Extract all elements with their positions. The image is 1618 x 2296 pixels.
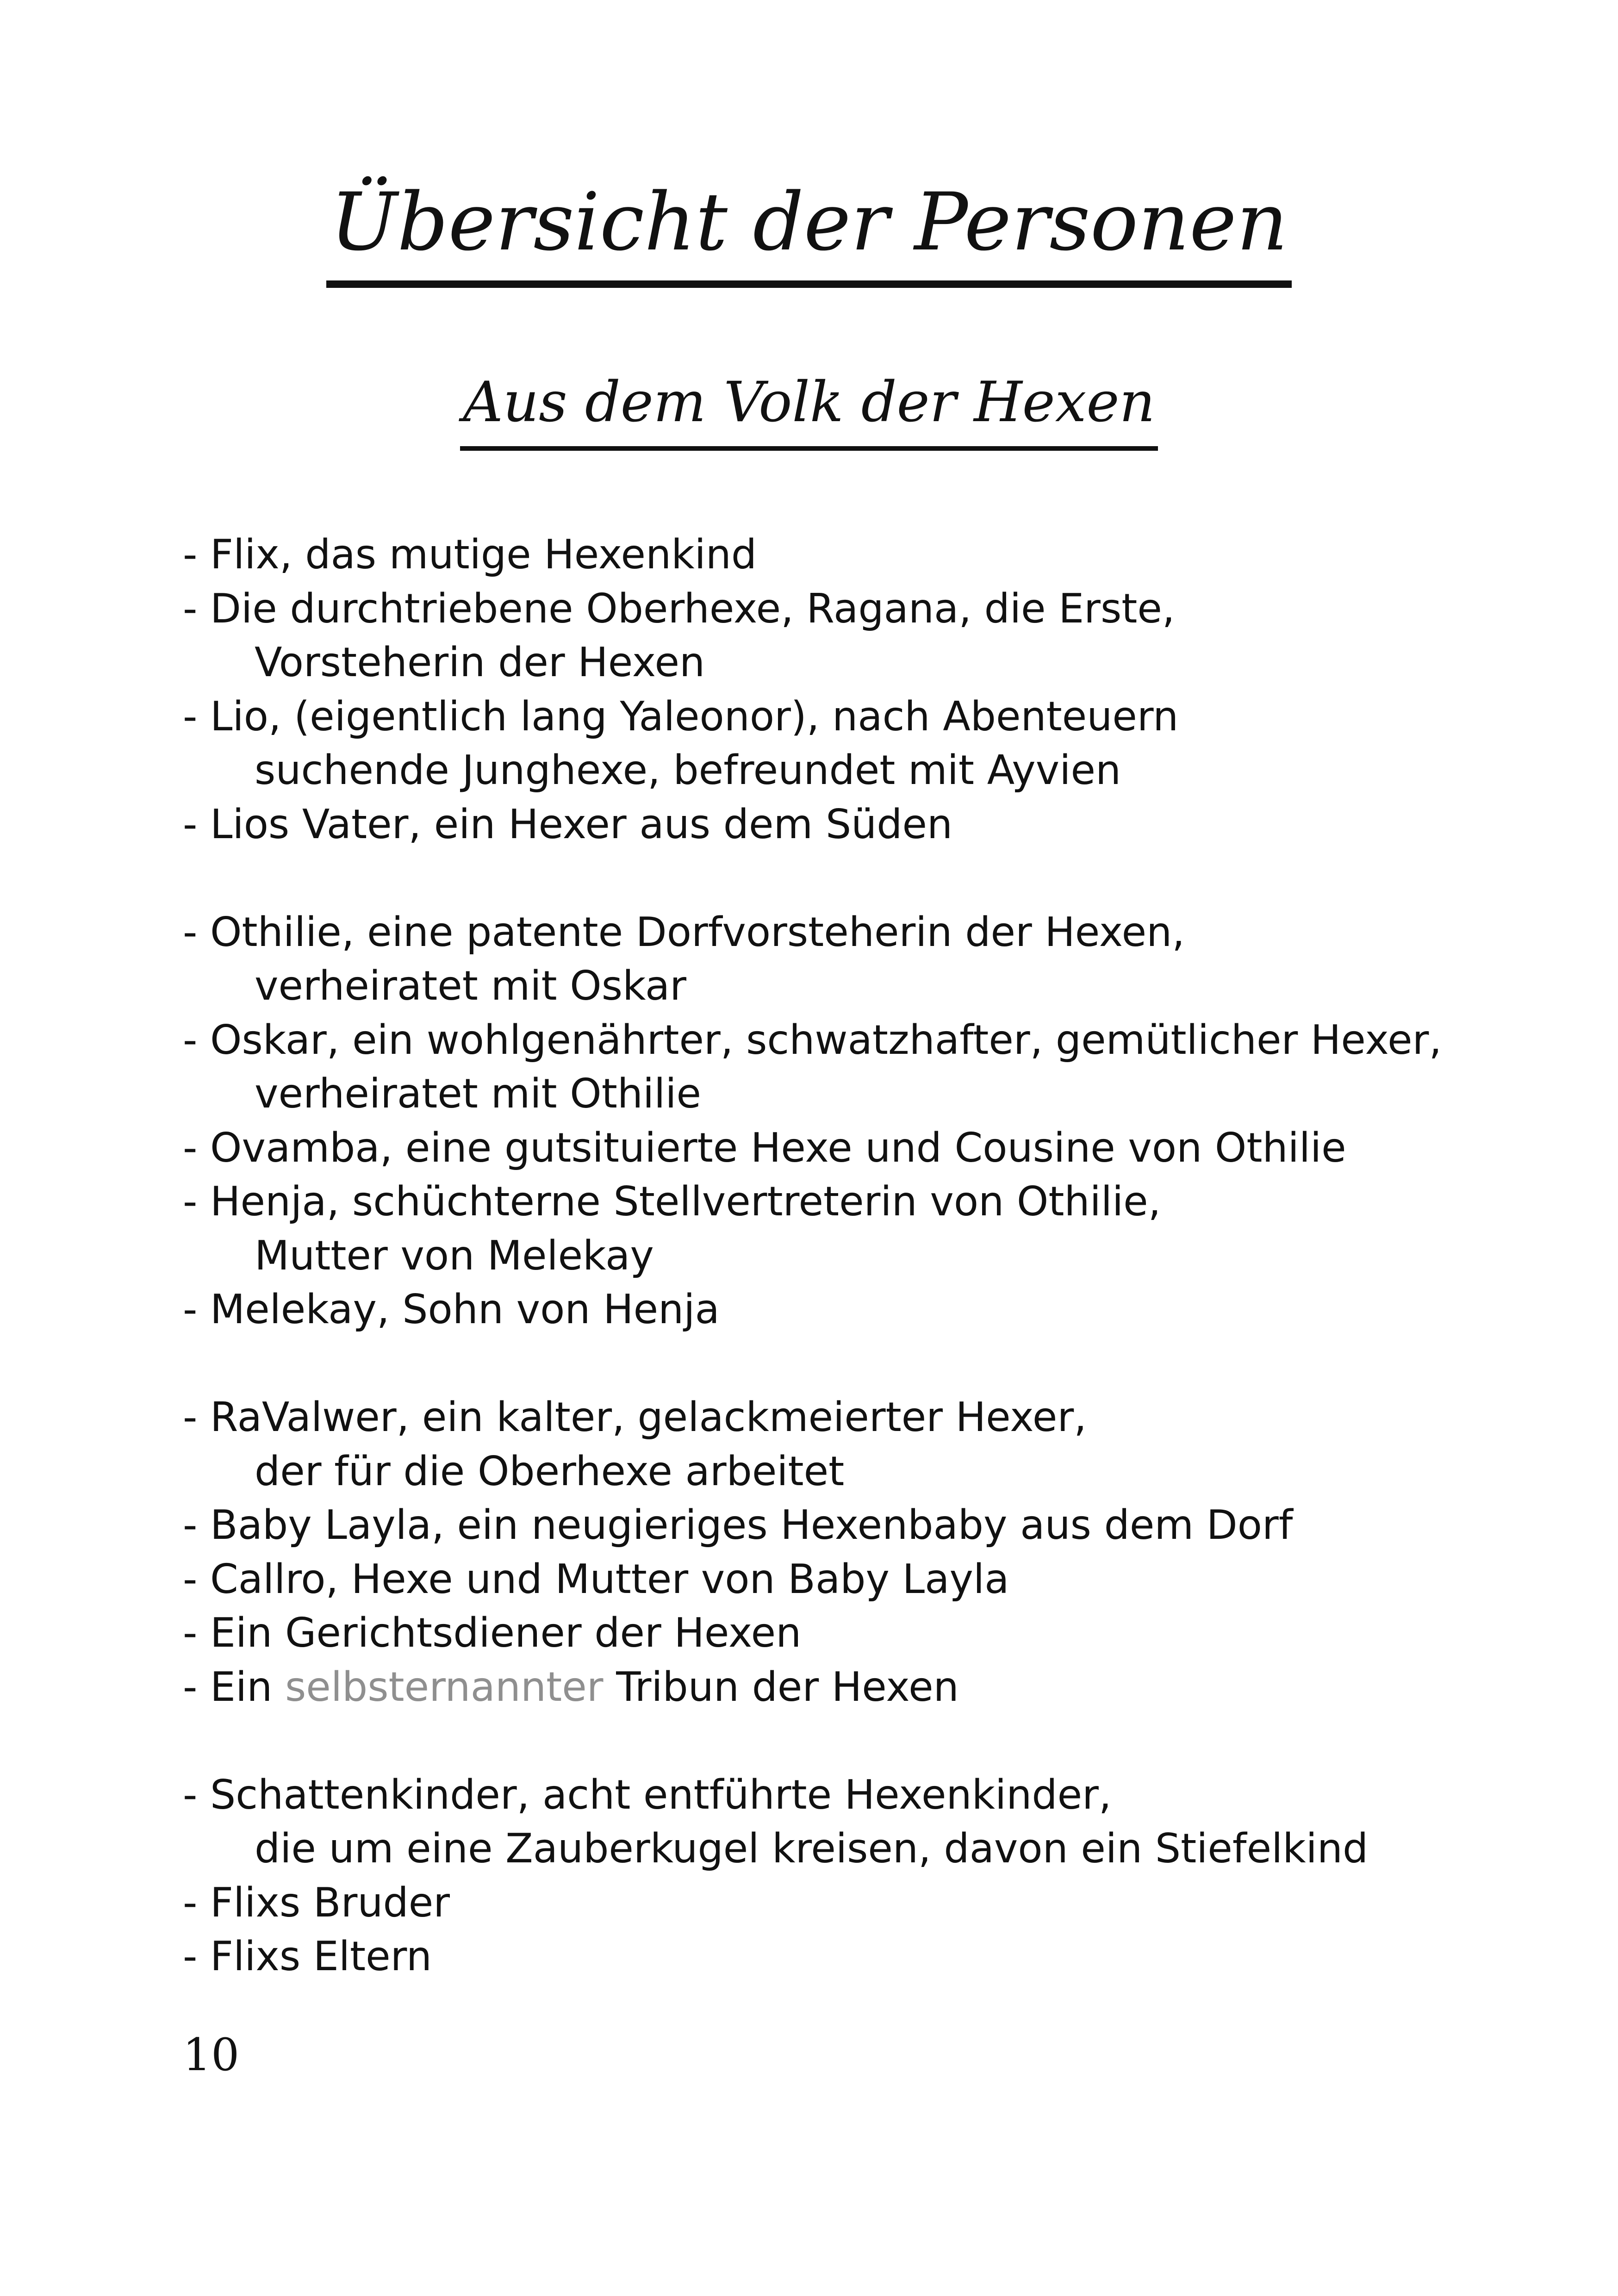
list-item [183, 1876, 1469, 1930]
list-item-line: - Ovamba, eine gutsituierte Hexe und Cousine von Othilie [183, 1124, 1346, 1171]
list-item [183, 1390, 1469, 1498]
page-title [0, 167, 1618, 288]
list-item-line: - Othilie, eine patente Dorfvorsteherin der Hexen, [183, 908, 1185, 956]
list-item-line: - Lio, (eigentlich lang Yaleonor), nach Abenteuern [183, 692, 1179, 740]
list-item [183, 905, 1469, 1013]
list-item-line: - Melekay, Sohn von Henja [183, 1286, 720, 1333]
list-item [183, 528, 1469, 582]
list-item [183, 1929, 1469, 1984]
list-item [183, 797, 1469, 852]
list-item-line: - Baby Layla, ein neugieriges Hexenbaby aus dem Dorf [183, 1501, 1293, 1549]
list-item-continuation: verheiratet mit Othilie [255, 1070, 702, 1117]
list-item-line: - Die durchtriebene Oberhexe, Ragana, die Erste, [183, 585, 1175, 632]
list-item-line: - Henja, schüchterne Stellvertreterin von Othilie, [183, 1178, 1161, 1225]
list-item [183, 1768, 1469, 1876]
list-item [183, 1552, 1469, 1606]
list-item-text-after: Tribun der Hexen [603, 1663, 959, 1711]
list-item-continuation: Mutter von Melekay [255, 1232, 654, 1279]
list-item-line: - Flixs Bruder [183, 1879, 450, 1926]
list-item-continuation: die um eine Zauberkugel kreisen, davon ein Stiefelkind [255, 1825, 1369, 1872]
list-item-continuation: der für die Oberhexe arbeitet [255, 1447, 845, 1495]
list-item [183, 690, 1469, 797]
list-item [183, 582, 1469, 690]
list-item-line: - Lios Vater, ein Hexer aus dem Süden [183, 800, 953, 848]
section-heading [0, 361, 1618, 451]
list-item-line: - Ein Gerichtsdiener der Hexen [183, 1609, 802, 1656]
muted-word: selbsternannter [285, 1663, 604, 1711]
list-item [183, 1606, 1469, 1660]
list-item [183, 1013, 1469, 1121]
page-number: 10 [183, 2029, 240, 2081]
list-item-line [183, 1660, 1469, 1714]
list-item-line: - Schattenkinder, acht entführte Hexenkinder, [183, 1771, 1112, 1818]
list-item-text-before: - Ein [183, 1663, 285, 1711]
list-item-continuation: suchende Junghexe, befreundet mit Ayvien [255, 747, 1121, 794]
list-item-line: - Flixs Eltern [183, 1933, 432, 1980]
page-title-text: Übersicht der Personen [326, 167, 1291, 288]
list-item [183, 1660, 1469, 1714]
list-item [183, 1498, 1469, 1552]
list-item-line: - Oskar, ein wohlgenährter, schwatzhafter, gemütlicher Hexer, [183, 1016, 1442, 1064]
section-heading-text: Aus dem Volk der Hexen [460, 361, 1158, 451]
list-item-line: - RaValwer, ein kalter, gelackmeierter Hexer, [183, 1394, 1087, 1441]
list-item [183, 1175, 1469, 1282]
list-item [183, 1282, 1469, 1337]
list-item [183, 1121, 1469, 1175]
list-item-line: - Callro, Hexe und Mutter von Baby Layla [183, 1555, 1009, 1603]
list-item-line: - Flix, das mutige Hexenkind [183, 531, 757, 578]
character-list [183, 528, 1469, 1984]
list-item-continuation: Vorsteherin der Hexen [255, 639, 705, 686]
list-item-continuation: verheiratet mit Oskar [255, 962, 686, 1009]
